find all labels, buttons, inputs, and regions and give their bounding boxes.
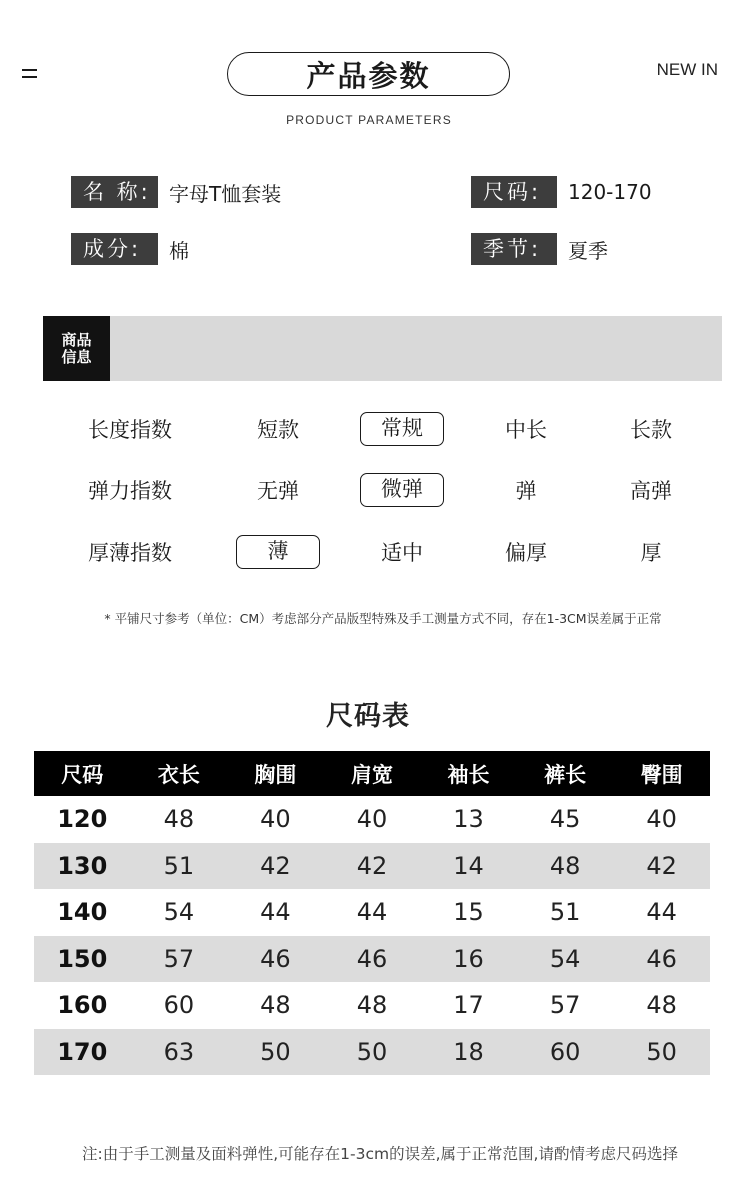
measure-cell: 15: [453, 898, 484, 927]
measure-cell: 48: [517, 843, 614, 890]
measure-cell: 40: [646, 805, 677, 834]
page-title: 产品参数: [227, 52, 510, 96]
measure-cell: 51: [131, 843, 228, 890]
measurement-note: * 平铺尺寸参考（单位：CM）考虑部分产品版型特殊及手工测量方式不同，存在1-3CM误差属于正常: [104, 611, 662, 626]
info-material-label: 成分:: [71, 233, 158, 265]
elasticity-option: 无弹: [257, 479, 299, 503]
measure-cell: 44: [646, 898, 677, 927]
page-subtitle: PRODUCT PARAMETERS: [286, 113, 452, 127]
measure-cell: 40: [260, 805, 291, 834]
measure-cell: 46: [324, 936, 421, 983]
elasticity-index-row: [0, 473, 750, 509]
info-size: [471, 176, 652, 208]
measure-cell: 45: [549, 805, 581, 834]
size-cell: 120: [57, 805, 108, 834]
measure-cell: 48: [163, 805, 195, 834]
measure-cell: 40: [356, 805, 388, 834]
thickness-option: 偏厚: [505, 541, 547, 565]
length-index-row: [0, 412, 750, 448]
measure-cell: 51: [549, 898, 581, 927]
length-index-label: 长度指数: [88, 418, 172, 442]
measure-cell: 50: [324, 1029, 421, 1076]
measure-cell: 48: [260, 991, 291, 1020]
info-season: [471, 233, 608, 265]
measure-cell: 42: [227, 843, 324, 890]
info-name-value: 字母T恤套装: [169, 181, 282, 206]
measure-cell: 16: [420, 936, 517, 983]
menu-icon-bar: [22, 76, 37, 78]
elasticity-option-selected: 微弹: [360, 473, 444, 507]
column-header: 胸围: [227, 751, 324, 796]
measure-cell: 48: [646, 991, 677, 1020]
measure-cell: 50: [613, 1029, 710, 1076]
info-material: [71, 233, 189, 265]
length-option: 中长: [505, 418, 547, 442]
length-option: 长款: [630, 418, 672, 442]
size-chart-table: [34, 751, 710, 1075]
new-in-link[interactable]: NEW IN: [656, 60, 718, 79]
length-option: 短款: [257, 418, 299, 442]
size-chart-title: 尺码表: [326, 701, 410, 732]
measure-cell: 60: [163, 991, 195, 1020]
measure-cell: 63: [131, 1029, 228, 1076]
product-info-band: [43, 316, 722, 381]
elasticity-option: 弹: [515, 479, 537, 503]
size-cell: 130: [34, 843, 131, 890]
thickness-option: 厚: [640, 541, 662, 565]
measure-cell: 50: [227, 1029, 324, 1076]
elasticity-option: 高弹: [630, 479, 672, 503]
table-row: [34, 936, 710, 983]
measure-cell: 57: [549, 991, 581, 1020]
info-size-label: 尺码:: [471, 176, 557, 208]
thickness-index-row: [0, 535, 750, 571]
info-size-value: 120-170: [568, 180, 652, 204]
measure-cell: 60: [517, 1029, 614, 1076]
measure-cell: 42: [613, 843, 710, 890]
table-row: [34, 1029, 710, 1076]
menu-icon[interactable]: [22, 68, 37, 79]
info-material-value: 棉: [169, 238, 189, 263]
measure-cell: 17: [453, 991, 484, 1020]
measure-cell: 57: [131, 936, 228, 983]
info-season-label: 季节:: [471, 233, 557, 265]
table-row: [34, 982, 710, 1029]
table-row: [34, 796, 710, 843]
measure-cell: 46: [613, 936, 710, 983]
measure-cell: 13: [453, 805, 484, 834]
measure-cell: 14: [420, 843, 517, 890]
elasticity-index-label: 弹力指数: [88, 479, 172, 503]
thickness-option-selected: 薄: [236, 535, 320, 569]
size-cell: 170: [34, 1029, 131, 1076]
size-cell: 160: [57, 991, 108, 1020]
thickness-index-label: 厚薄指数: [88, 541, 172, 565]
size-cell: 150: [34, 936, 131, 983]
size-cell: 140: [57, 898, 108, 927]
measure-cell: 54: [517, 936, 614, 983]
length-option-selected: 常规: [360, 412, 444, 446]
bottom-note: 注:由于手工测量及面料弹性,可能存在1-3cm的误差,属于正常范围,请酌情考虑尺码选择: [82, 1145, 678, 1163]
table-row: [34, 889, 710, 936]
product-info-badge: [43, 316, 110, 381]
thickness-option: 适中: [381, 541, 423, 565]
measure-cell: 46: [227, 936, 324, 983]
table-row: [34, 843, 710, 890]
column-header: 肩宽: [324, 751, 421, 796]
measure-cell: 48: [356, 991, 388, 1020]
measure-cell: 44: [356, 898, 388, 927]
size-chart-header-row: [34, 751, 710, 796]
measure-cell: 54: [163, 898, 195, 927]
column-header: 裤长: [517, 751, 614, 796]
badge-line: 信息: [61, 347, 92, 366]
column-header: 尺码: [34, 751, 131, 796]
column-header: 袖长: [420, 751, 517, 796]
info-name-label: 名 称:: [71, 176, 158, 208]
measure-cell: 44: [260, 898, 291, 927]
menu-icon-bar: [22, 69, 37, 71]
column-header: 臀围: [613, 751, 710, 796]
measure-cell: 42: [324, 843, 421, 890]
measure-cell: 18: [420, 1029, 517, 1076]
column-header: 衣长: [131, 751, 228, 796]
info-season-value: 夏季: [568, 238, 608, 263]
info-name: [71, 176, 281, 208]
badge-line: 商品: [61, 330, 92, 349]
